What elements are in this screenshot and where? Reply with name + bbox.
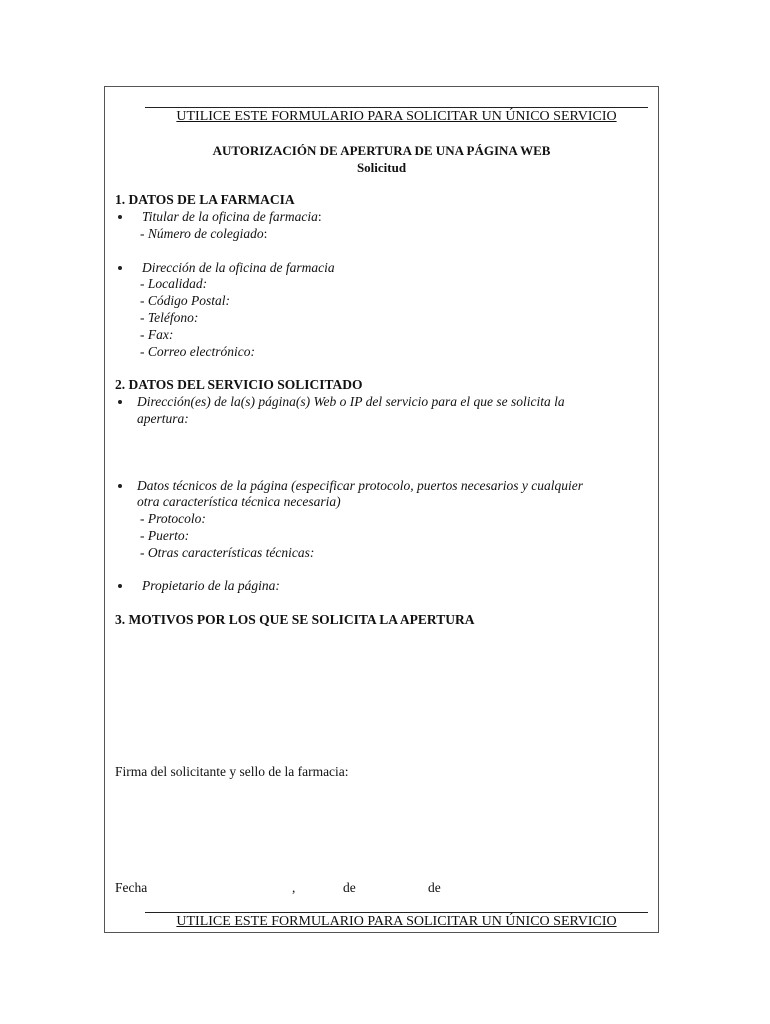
direccion-field: Dirección de la oficina de farmacia bbox=[142, 260, 335, 275]
datos-tecnicos-field: Datos técnicos de la página (especificar protocolo, puertos necesarios y cualquier bbox=[137, 478, 584, 493]
datos-tecnicos-field-cont: otra característica técnica necesaria) bbox=[137, 494, 341, 509]
bullet-icon bbox=[118, 215, 122, 219]
codigo-postal-field: - Código Postal: bbox=[140, 293, 230, 308]
document-subtitle: Solicitud bbox=[356, 160, 407, 175]
bullet-icon bbox=[118, 584, 122, 588]
protocolo-field: - Protocolo: bbox=[140, 511, 206, 526]
localidad-field: - Localidad: bbox=[140, 276, 208, 291]
section2-heading: 2. DATOS DEL SERVICIO SOLICITADO bbox=[115, 377, 363, 392]
bottom-banner: UTILICE ESTE FORMULARIO PARA SOLICITAR UN ÚNICO SERVICIO bbox=[145, 912, 648, 930]
fecha-label: Fecha bbox=[115, 880, 148, 895]
document-title: AUTORIZACIÓN DE APERTURA DE UNA PÁGINA WEB bbox=[212, 143, 551, 158]
otras-caracteristicas-field: - Otras características técnicas: bbox=[140, 545, 315, 560]
section1-heading: 1. DATOS DE LA FARMACIA bbox=[115, 192, 295, 207]
fecha-de-month: de bbox=[343, 880, 356, 895]
fecha-de-year: de bbox=[428, 880, 441, 895]
fecha-comma: , bbox=[292, 880, 296, 895]
direcciones-web-field: Dirección(es) de la(s) página(s) Web o IP del servicio para el que se solicita la bbox=[137, 394, 565, 409]
direcciones-web-field-cont: apertura: bbox=[137, 411, 189, 426]
firma-label: Firma del solicitante y sello de la farmacia: bbox=[115, 764, 349, 779]
propietario-field: Propietario de la página: bbox=[142, 578, 280, 593]
bullet-icon bbox=[118, 484, 122, 488]
bullet-icon bbox=[118, 266, 122, 270]
telefono-field: - Teléfono: bbox=[140, 310, 199, 325]
puerto-field: - Puerto: bbox=[140, 528, 190, 543]
bullet-icon bbox=[118, 400, 122, 404]
section3-heading: 3. MOTIVOS POR LOS QUE SE SOLICITA LA APERTURA bbox=[115, 612, 475, 627]
correo-field: - Correo electrónico: bbox=[140, 344, 255, 359]
top-banner: UTILICE ESTE FORMULARIO PARA SOLICITAR UN ÚNICO SERVICIO bbox=[145, 107, 648, 125]
fax-field: - Fax: bbox=[140, 327, 174, 342]
titular-field: Titular de la oficina de farmacia: bbox=[142, 209, 322, 224]
colegiado-field: - Número de colegiado: bbox=[140, 226, 268, 241]
